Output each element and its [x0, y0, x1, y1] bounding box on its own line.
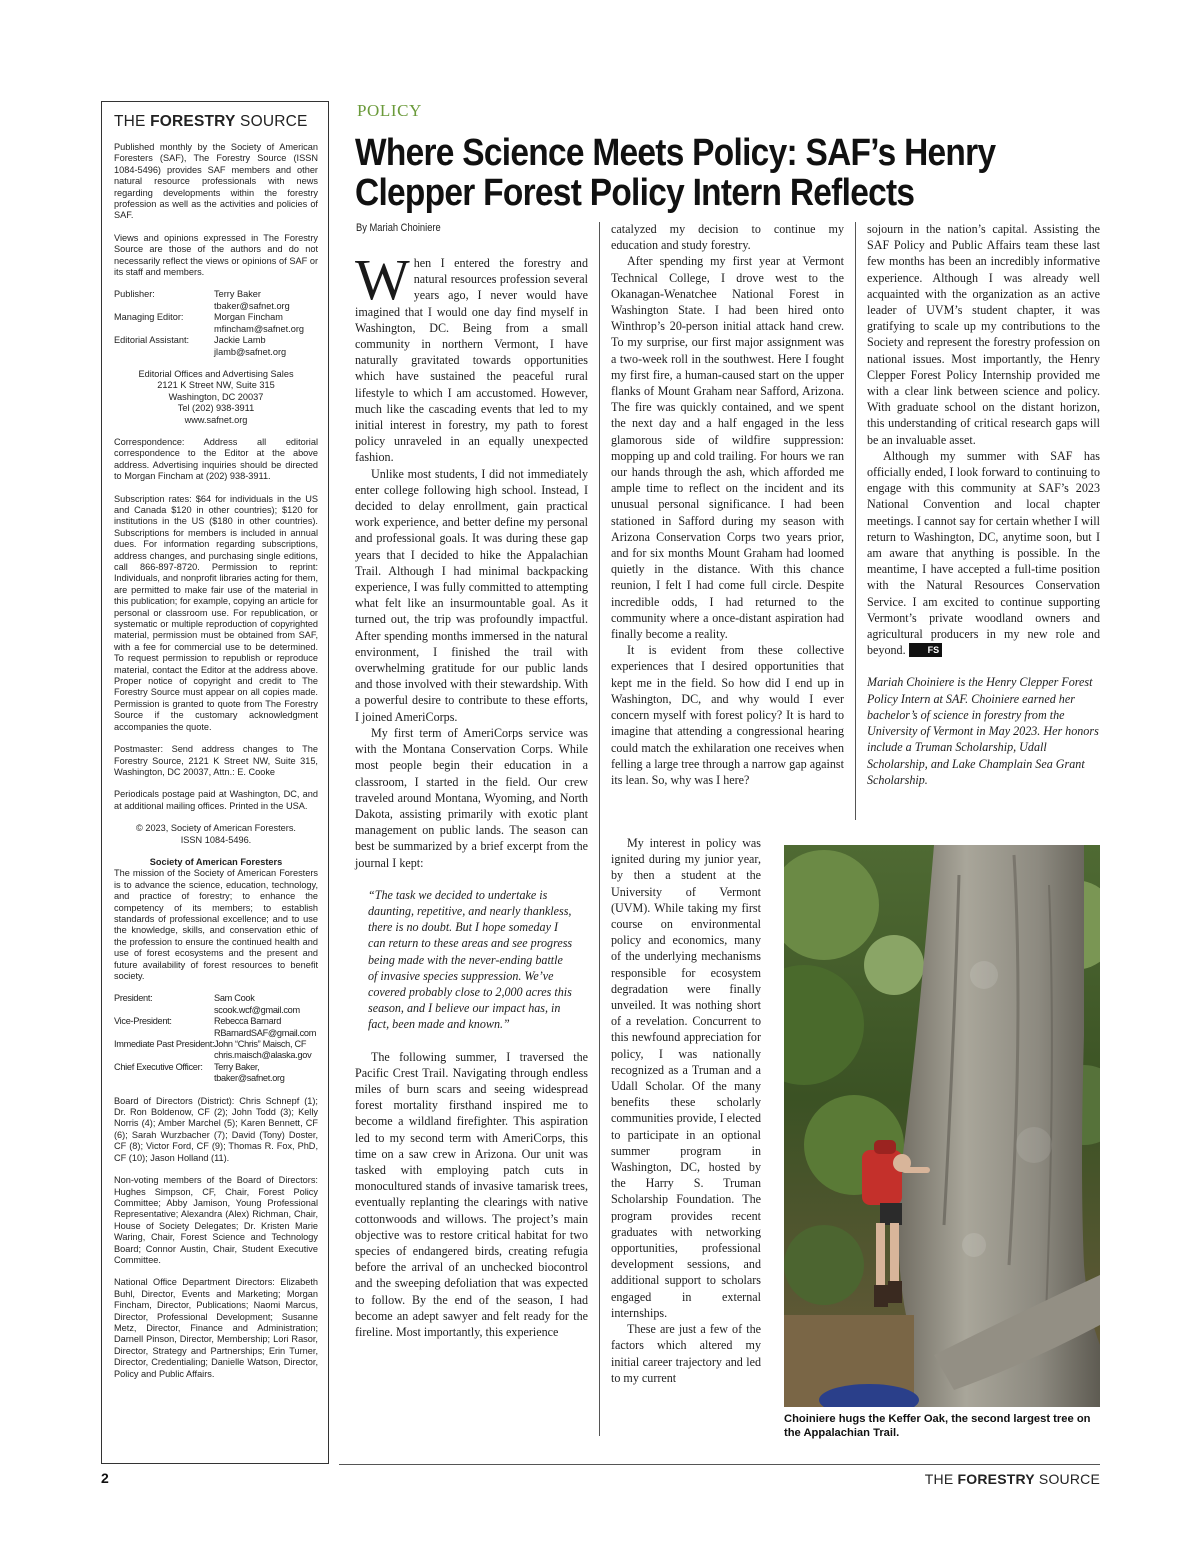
article-paragraph: When I entered the forestry and natural resources profession several years ago, I never would have imagined that I would one day find myself in Washington, DC. Being from a small community in northern Vermont, I have naturally gravitated towards opportunities which have sustained the peaceful rural lifestyle to which I am accustomed. However, much like the cascading events that led to my initial interest in forestry, my path to forest policy unraveled in an equally unexpected fashion.: [355, 247, 588, 465]
article-column-2-narrow: [611, 835, 761, 1386]
article-paragraph: My first term of AmeriCorps service was with the Montana Conservation Corps. While most people begin their education in a classroom, I started in the field. Our crew traveled around Montana, Wyoming, and North Dakota, assisting primarily with exotic plant management on public lands. The season can best be summarized by a brief excerpt from the journal I kept:: [355, 725, 588, 870]
author-bio: Mariah Choiniere is the Henry Clepper Forest Policy Intern at SAF. Choiniere earned her bachelor’s of science in forestry from the University of Vermont in May 2023. Her honors include a Truman Scholarship, Udall Scholarship, and Lake Champlain Sea Grant Scholarship.: [867, 675, 1099, 787]
column-rule: [855, 222, 856, 820]
article-column-1: [355, 247, 588, 1340]
article-paragraph: The following summer, I traversed the Pacific Crest Trail. Navigating through endless miles of burn scars and seeing widespread forest mortality firsthand inspired me to become a wildland firefighter. This aspiration led to my second term with AmeriCorps, this time on a saw crew in Arizona. Our unit was tasked with employing patch cuts in monocultured stands of invasive tamarisk trees, eventually replanting the clearings with native cottonwoods and willows. The project’s main objective was to restore critical habitat for two species of endangered birds, creating refugia before the arrival of an unchecked biocontrol and the sweeping defoliation that was expected to follow. By the end of the season, I had become an adept sawyer and felt ready for the fireline. Most importantly, this experience: [355, 1049, 588, 1339]
end-mark-icon: FS: [909, 643, 943, 657]
society-mission: The mission of the Society of American Foresters is to advance the science, education, technology, and practice of forestry; to enhance the competency of its members; to establish standards of professional excellence; and to use the knowledge, skills, and conservation ethic of the profession to ensure the continued health and use of forest ecosystems and the present and future availability of forest resources to benefit society.: [114, 868, 318, 981]
masthead-intro: Published monthly by the Society of American Foresters (SAF), The Forestry Source (ISSN 1084-5496) provides SAF members and other natural resource professionals with news regarding developments within the forestry profession as well as the activities and policies of SAF.: [114, 142, 318, 221]
article-paragraph: These are just a few of the factors which altered my initial career trajectory and led to my current: [611, 1322, 761, 1385]
article-paragraph: It is evident from these collective experiences that I desired opportunities that kept me in the field. So how did I end up in Washington, DC, and why would I ever concern myself with forest policy? It is hard to imagine that attending a congressional hearing could match the exhilaration one receives when felling a large tree through a narrow gap against its lean. So, why was I here?: [611, 643, 844, 787]
article-paragraph: sojourn in the nation’s capital. Assisting the SAF Policy and Public Affairs team these last few months has been an incredibly informative experience. Although I was already well acquainted with the organization as an active leader of UVM’s student chapter, it was gratifying to scale up my contributions to the Society and represent the forestry profession on national issues. Most importantly, the Henry Clepper Forest Policy Internship provided me with a clear link between science and policy. With graduate school on the distant horizon, this understanding of critical research gaps will be an invaluable asset.: [867, 222, 1100, 447]
article-paragraph: My interest in policy was ignited during my junior year, by then a student at the University of Vermont (UVM). While taking my first course on environmental policy and economics, many of the underlying mechanisms responsible for ecosystem degradation were finally unveiled. It was nothing short of a revelation. Concurrent to this newfound appreciation for policy, I was nationally recognized as a Truman and a Udall Scholar. Of the many benefits these scholarly communities provide, I elected to participate in an optional summer program in Washington, DC, hosted by the Harry S. Truman Scholarship Foundation. The program provides recent graduates with networking opportunities, professional development sessions, and additional support to scholars engaged in external internships.: [611, 836, 761, 1320]
nonvoting-members: Non-voting members of the Board of Directors: Hughes Simpson, CF, Chair, Forest Policy Committee; Abby Jamison, Young Professional Representative; Alexandra (Alex) Richman, Chair, House of Society Delegates; Dr. Kristen Marie Waring, Chair, Forest Science and Technology Board; Connor Austin, Chair, Student Executive Committee.: [114, 1175, 318, 1265]
column-rule: [599, 222, 600, 1436]
board-of-directors: Board of Directors (District): Chris Schnepf (1); Dr. Ron Boldenow, CF (2); John Todd (3); Kelly Norris (4); Amber Marchel (5); Karen Bennett, CF (6); Sarah Wurzbacher (7); David (Tony) Doster, CF (8); Victor Ford, CF (9); Thomas R. Fox, PhD, CF (10); Jason Holland (11).: [114, 1095, 318, 1163]
copyright-note: © 2023, Society of American Foresters. ISSN 1084-5496.: [136, 823, 296, 845]
postmaster-note: Postmaster: Send address changes to The Forestry Source, 2121 K Street NW, Suite 315, Washington, DC 20037, Attn.: E. Cooke: [114, 744, 318, 777]
masthead-box: [101, 101, 329, 1464]
photo-caption: Choiniere hugs the Keffer Oak, the second largest tree on the Appalachian Trail.: [784, 1413, 1091, 1439]
society-heading: Society of American Foresters: [149, 856, 283, 867]
section-label: POLICY: [357, 101, 422, 120]
national-office-directors: National Office Department Directors: Elizabeth Buhl, Director, Events and Marketing; Morgan Fincham, Director, Publications; Naomi Marcus, Director, Professional Development; Susanne Metz, Director, Finance and Administration; Darnell Pinson, Director, Membership; Lori Rasor, Director, Strategy and Partnerships; Erin Turner, Director, Credentialing; Danielle Watson, Director, Policy and Public Affairs.: [114, 1277, 318, 1379]
article-column-3: [867, 221, 1100, 788]
journal-quote: “The task we decided to undertake is daunting, repetitive, and nearly thankless, there is no doubt. But I hope someday I can return to these areas and see progress being made with the never-ending battle of invasive species suppression. We’ve covered probably close to 2,000 acres this season, and I believe our impact has, in fact, been made and known.”: [368, 887, 573, 1032]
periodicals-note: Periodicals postage paid at Washington, DC, and at additional mailing offices. Printed in the USA.: [114, 789, 318, 811]
article-paragraph: Unlike most students, I did not immediately enter college following high school. Instead, I decided to delay enrollment, gain practical work experience, and better define my personal and professional goals. It was during these gap years that I decided to hike the Appalachian Trail. Although I had minimal backpacking experience, I was fully committed to attempting what felt like an insurmountable goal. As it turned out, the trip was profoundly impactful. After spending months immersed in the natural environment, I finished the trail with overwhelming gratitude for our public lands and those involved with their stewardship. With a powerful desire to contribute to these efforts, I joined AmeriCorps.: [355, 466, 588, 724]
article-paragraph: catalyzed my decision to continue my education and study forestry.: [611, 222, 844, 253]
officers-list: President: Sam Cook scook.wcf@gmail.com Vice-President: Rebecca Barnard RBarnardSAF@gmail.com Immediate Past President: John “Chris” Maisch, CF chris.maisch@alaska.gov Chief Executive Officer: Terry Baker, tbaker@safnet.org: [114, 993, 317, 1084]
masthead-disclaimer: Views and opinions expressed in The Forestry Source are those of the authors and do not necessarily reflect the views or opinions of SAF or its staff and members.: [114, 232, 318, 278]
subscription-note: Subscription rates: $64 for individuals in the US and Canada $120 in other countries); $120 for institutions in the US ($180 in other countries). Subscriptions for members is included in annual dues. For information regarding subscriptions, address changes, and purchasing single editions, call 866-897-8720. Permission to reprint: Individuals, and nonprofit libraries acting for them, are permitted to make fair use of the material in this publication; for example, copying an article for personal or classroom use. For republication, or systematic or multiple reproduction of copyrighted material, permission must be obtained from SAF, with a fee for commercial use to be determined. To request permission to republish or reproduce material, contact the Editor at the address above. Proper notice of copyright and credit to The Forestry Source must appear on all copies made. Permission is granted to quote from The Forestry Source if the customary acknowledgment accompanies the quote.: [114, 493, 318, 732]
article-paragraph: After spending my first year at Vermont Technical College, I drove west to the Okanagan-Wenatchee National Forest in Washington State. I had been hired onto Winthrop’s 20-person initial attack hand crew. To my surprise, our first major assignment was a two-week roll in the southwest. Here I fought my first fire, a human-caused start on the upper flanks of Mount Graham near Safford, Arizona. The fire was quickly contained, and we spent the next day and a half engaged in the less glamorous side of wildfire suppression: mopping up and cold trailing. For hours we ran our hands through the ash, which afforded me ample time to reflect on the incident and its unusual personal significance. I had been stationed in Safford during my season with Arizona Conservation Corps two years prior, and for six months Mount Graham had loomed quietly in the distance. With this chance reunion, I felt I had come full circle. Despite incredible odds, I had returned to the community where a once-distant aspiration had finally become a reality.: [611, 254, 844, 642]
editorial-offices: Editorial Offices and Advertising Sales 2121 K Street NW, Suite 315 Washington, DC 20037 Tel (202) 938-3911 www.safnet.org: [138, 368, 294, 425]
article-column-2: [611, 221, 844, 788]
footer-rule: [339, 1464, 1100, 1465]
staff-list: Publisher: Terry Baker tbaker@safnet.org Managing Editor: Morgan Fincham mfincham@safnet.org Editorial Assistant: Jackie Lamb jlamb@safnet.org: [114, 289, 305, 357]
masthead-brand: THE FORESTRY SOURCE: [114, 113, 308, 130]
article-headline: Where Science Meets Policy: SAF’s Henry Clepper Forest Policy Intern Reflects: [355, 132, 996, 214]
page-number: 2: [101, 1470, 109, 1486]
byline: By Mariah Choiniere: [356, 222, 441, 234]
correspondence-note: Correspondence: Address all editorial correspondence to the Editor at the above address. Advertising inquiries should be directed to Morgan Fincham at (202) 938-3911.: [114, 436, 318, 482]
drop-cap: W: [355, 247, 410, 312]
footer-brand: THE FORESTRY SOURCE: [924, 1471, 1100, 1487]
article-paragraph: Although my summer with SAF has officially ended, I look forward to continuing to engage with this community at SAF’s 2023 National Convention and local chapter meetings. I cannot say for certain whether I will return to Washington, DC, anytime soon, but I am aware that anything is possible. In the meantime, I have accepted a full-time position with the Natural Resources Conservation Service. I am excited to continue supporting Vermont’s private woodland owners and agricultural producers in my new role and beyond. FS: [867, 448, 1100, 658]
keffer-oak-photo: [784, 845, 1100, 1407]
